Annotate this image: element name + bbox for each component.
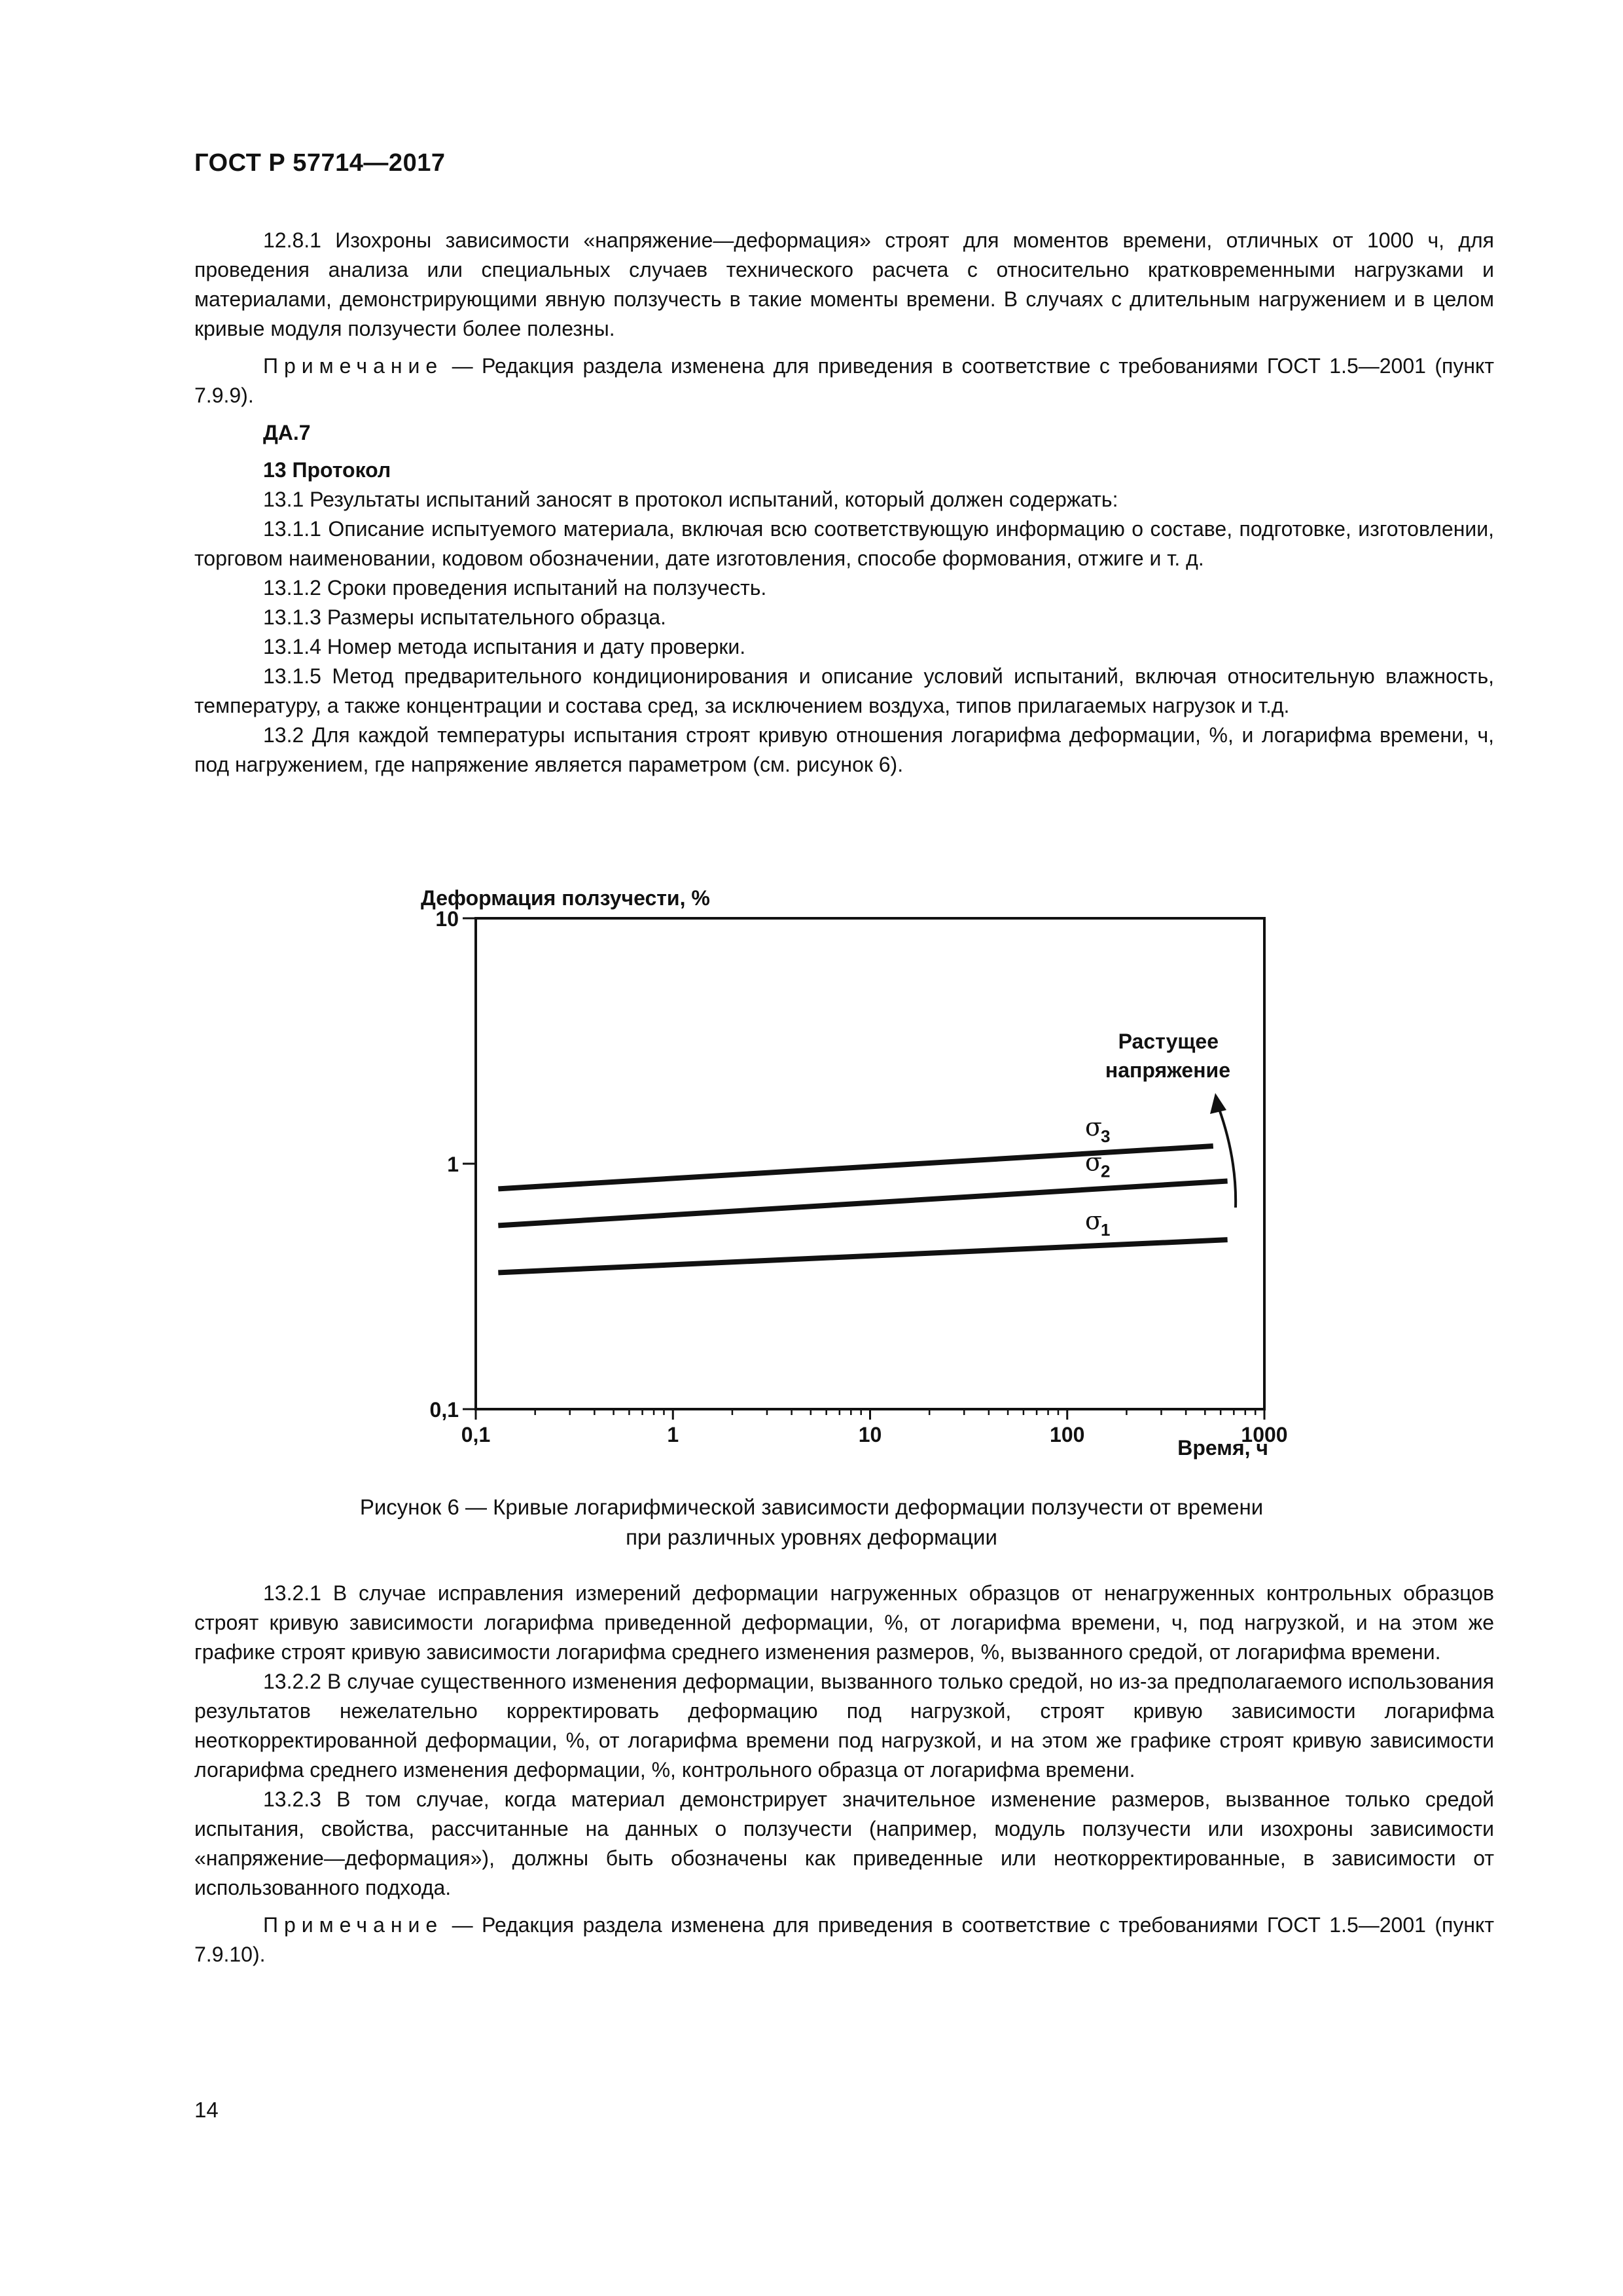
bottom-text-block — [194, 1579, 1494, 1969]
series-label-σ3: σ — [1085, 1113, 1102, 1142]
annotation-line1: Растущее — [1118, 1030, 1219, 1053]
series-label-sub-σ3: 3 — [1101, 1126, 1111, 1147]
paragraph-13-2-3: 13.2.3 В том случае, когда материал демонстрирует значительное изменение размеров, вызванное только средой испытания, свойства, рассчитанные на данных о ползучести (например, модуль ползучести или изохроны зависимости «напряжение—деформация»), должны быть обозначены как приведенные или неоткорректированные, в зависимости от использованного подхода. — [194, 1787, 1494, 1899]
x-axis-label: Время, ч — [1177, 1436, 1268, 1460]
series-label-σ1: σ — [1085, 1206, 1102, 1236]
x-tick-label: 10 — [858, 1423, 882, 1446]
appendix-da7-heading: ДА.7 — [263, 421, 311, 444]
y-axis-label: Деформация ползучести, % — [421, 886, 710, 910]
note-1 — [194, 351, 1494, 410]
creep-chart — [0, 877, 1623, 1466]
y-tick-label: 0,1 — [429, 1398, 459, 1422]
paragraph-13-1-4: 13.1.4 Номер метода испытания и дату проверки. — [263, 635, 746, 658]
paragraph-13-2: 13.2 Для каждой температуры испытания строят кривую отношения логарифма деформации, %, и логарифма времени, ч, под нагружением, где напряжение является параметром (см. рисунок 6). — [194, 723, 1494, 776]
x-tick-label: 1000 — [1241, 1423, 1288, 1446]
axis-ticks — [430, 907, 1288, 1446]
series-line-σ2 — [498, 1181, 1227, 1225]
note-2 — [194, 1910, 1494, 1969]
paragraph-13-2-2: 13.2.2 В случае существенного изменения деформации, вызванного только средой, но из-за предполагаемого использования результатов нежелательно корректировать деформацию под нагрузкой, строят кривую зависимости логарифма неоткорректированной деформации, %, от логарифма времени под нагрузкой, и на этом же графике строят кривую зависимости логарифма среднего изменения деформации, %, контрольного образца от логарифма времени. — [194, 1670, 1494, 1782]
y-tick-label: 1 — [447, 1153, 459, 1176]
figure-caption-line1: Рисунок 6 — Кривые логарифмической зависимости деформации ползучести от времени — [359, 1495, 1264, 1519]
paragraph-13-1-1: 13.1.1 Описание испытуемого материала, включая всю соответствующую информацию о составе, подготовке, изготовлении, торговом наименовании, кодовом обозначении, дате изготовления, способе формования, отжиге и т. д. — [194, 517, 1494, 570]
paragraph-13-1-3: 13.1.3 Размеры испытательного образца. — [263, 605, 666, 629]
figure-caption-line2: при различных уровнях деформации — [626, 1525, 997, 1549]
note-2-text: — Редакция раздела изменена для приведения в соответствие с требованиями ГОСТ 1.5—2001 (пункт 7.9.10). — [194, 1913, 1494, 1966]
note-2-label: Примечание — [263, 1913, 444, 1937]
increasing-stress-arrow-head — [1210, 1093, 1226, 1114]
series-label-sub-σ2: 2 — [1101, 1161, 1111, 1181]
y-tick-label: 10 — [435, 907, 459, 931]
annotation-line2: напряжение — [1105, 1058, 1230, 1082]
top-text-block — [194, 226, 1494, 780]
page-number: 14 — [194, 2098, 219, 2122]
series-label-sub-σ1: 1 — [1101, 1220, 1111, 1240]
figure-6 — [0, 877, 1623, 1466]
plot-frame — [476, 918, 1264, 1409]
paragraph-13-1-2: 13.1.2 Сроки проведения испытаний на ползучесть. — [263, 576, 767, 600]
document-header: ГОСТ Р 57714—2017 — [194, 149, 446, 177]
note-1-label: Примечание — [263, 354, 444, 378]
increasing-stress-arrow-shaft — [1219, 1107, 1236, 1208]
x-tick-label: 100 — [1050, 1423, 1085, 1446]
note-1-text: — Редакция раздела изменена для приведения в соответствие с требованиями ГОСТ 1.5—2001 (пункт 7.9.9). — [194, 354, 1494, 407]
series-label-σ2: σ — [1085, 1147, 1102, 1177]
section-13-heading: 13 Протокол — [263, 458, 391, 482]
paragraph-13-1-5: 13.1.5 Метод предварительного кондиционирования и описание условий испытаний, включая относительную влажность, температуру, а также концентрации и состава сред, за исключением воздуха, типов прилагаемых нагрузок и т.д. — [194, 664, 1494, 717]
figure-caption — [0, 1492, 1623, 1552]
x-tick-label: 0,1 — [461, 1423, 491, 1446]
series-lines — [498, 1113, 1227, 1272]
paragraph-12-8-1: 12.8.1 Изохроны зависимости «напряжение—деформация» строят для моментов времени, отличных от 1000 ч, для проведения анализа или специальных случаев технического расчета с относительно кратковременными нагрузками и материалами, демонстрирующими явную ползучесть в такие моменты времени. В случаях с длительным нагружением и в целом кривые модуля ползучести более полезны. — [194, 228, 1494, 340]
paragraph-13-1: 13.1 Результаты испытаний заносят в протокол испытаний, который должен содержать: — [263, 488, 1118, 511]
series-line-σ1 — [498, 1240, 1227, 1272]
paragraph-13-2-1: 13.2.1 В случае исправления измерений деформации нагруженных образцов от ненагруженных контрольных образцов строят кривую зависимости логарифма приведенной деформации, %, от логарифма времени, ч, под нагрузкой, и на этом же графике строят кривую зависимости логарифма среднего изменения размеров, %, вызванного средой, от логарифма времени. — [194, 1581, 1494, 1664]
x-tick-label: 1 — [667, 1423, 679, 1446]
